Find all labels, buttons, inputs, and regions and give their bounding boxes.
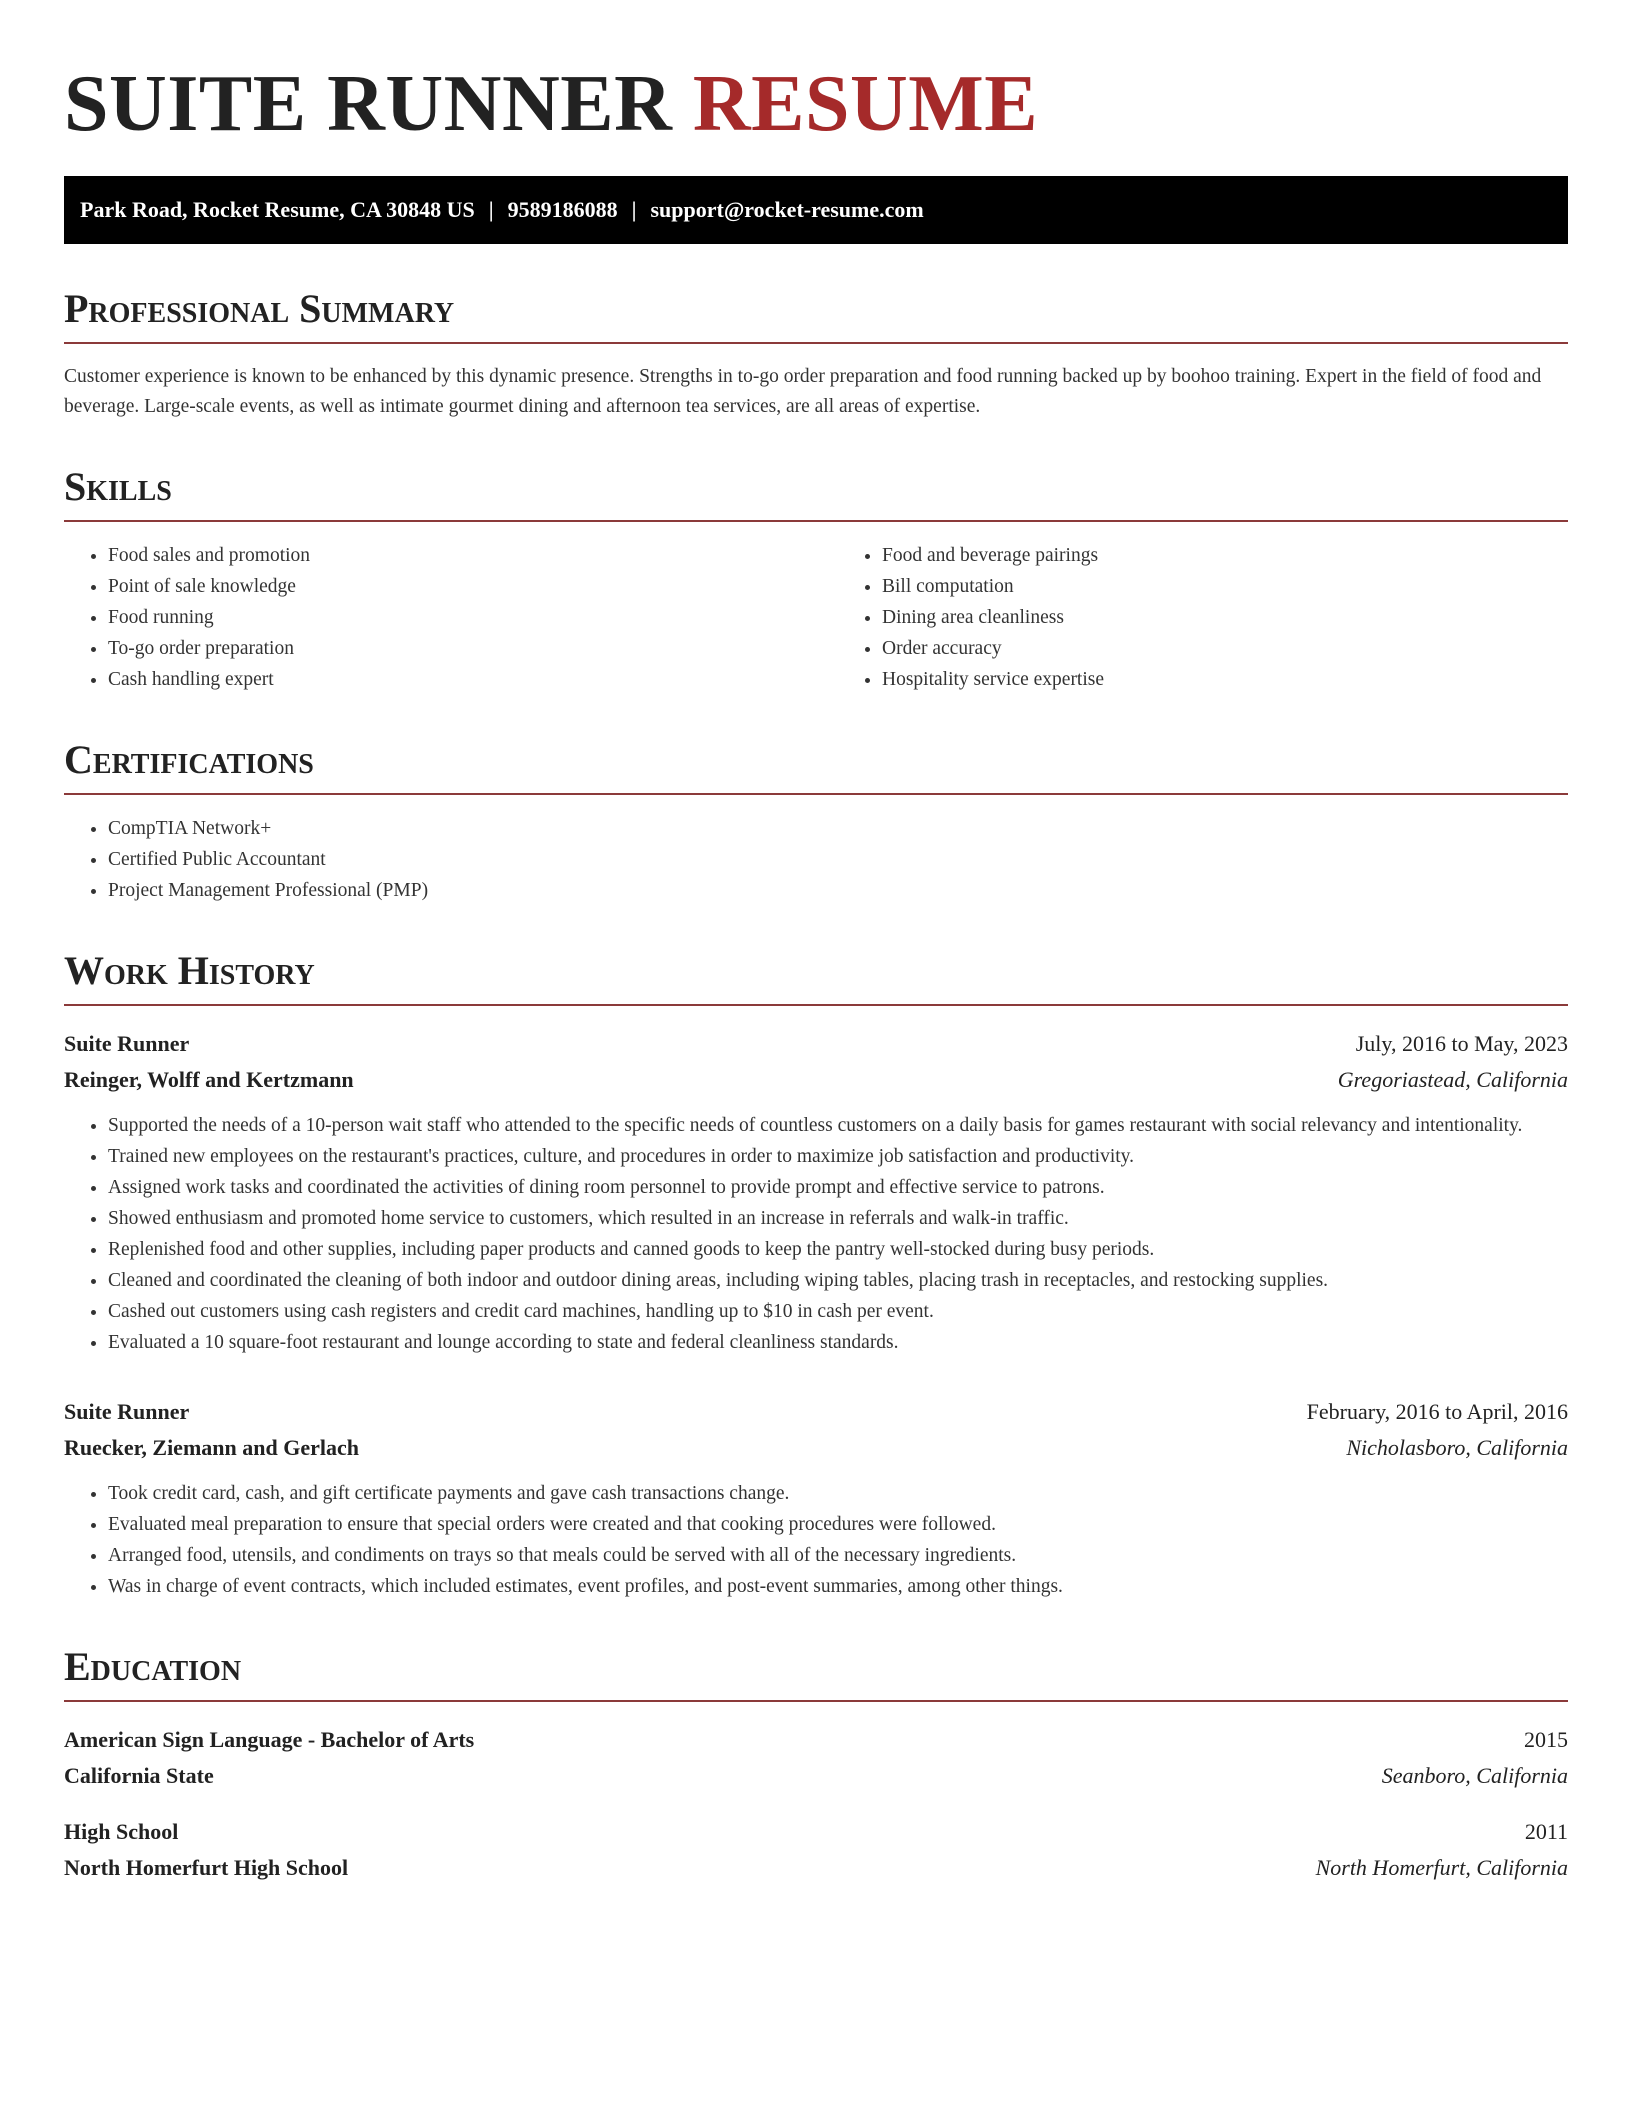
job-company-row (64, 1062, 1568, 1098)
job-bullet: • Supported the needs of a 10-person wait staff who attended to the specific needs of countless customers on a daily basis for games restaurant with social relevancy and intentionality. (108, 1110, 1568, 1141)
job-bullet: • Evaluated meal preparation to ensure that special orders were created and that cooking procedures were followed. (108, 1509, 1568, 1540)
education-degree: High School (64, 1819, 179, 1844)
education-year: 2015 (1524, 1727, 1568, 1752)
job-title: Suite Runner (64, 1031, 190, 1056)
skills-heading: Skills (64, 464, 1568, 522)
education-year: 2011 (1524, 1819, 1568, 1844)
job-title: Suite Runner (64, 1399, 190, 1424)
skill-item: • Dining area cleanliness (882, 602, 1568, 633)
skill-item: • Bill computation (882, 571, 1568, 602)
job-bullet: • Cashed out customers using cash registers and credit card machines, handling up to $10 in cash per event. (108, 1296, 1568, 1327)
skills-columns (64, 522, 1568, 695)
summary-section (64, 286, 1568, 422)
job-company-row (64, 1430, 1568, 1466)
work-history-section (64, 948, 1568, 1602)
education-heading: Education (64, 1644, 1568, 1702)
skill-item: • Point of sale knowledge (108, 571, 794, 602)
job-bullets (64, 1110, 1568, 1358)
education-degree-row (64, 1814, 1568, 1850)
skill-item: • Food and beverage pairings (882, 540, 1568, 571)
job-bullet: • Took credit card, cash, and gift certificate payments and gave cash transactions change. (108, 1478, 1568, 1509)
certification-item: • Certified Public Accountant (108, 844, 1568, 875)
education-location: Seanboro, California (1381, 1763, 1568, 1788)
job-bullet: • Replenished food and other supplies, including paper products and canned goods to keep the pantry well-stocked during busy periods. (108, 1234, 1568, 1265)
job-title-row (64, 1394, 1568, 1430)
job-bullet: • Trained new employees on the restaurant's practices, culture, and procedures in order to maximize job satisfaction and productivity. (108, 1141, 1568, 1172)
job-bullet: • Cleaned and coordinated the cleaning of both indoor and outdoor dining areas, including wiping tables, placing trash in receptacles, and restocking supplies. (108, 1265, 1568, 1296)
job-dates: July, 2016 to May, 2023 (1355, 1031, 1568, 1056)
skills-list-right (838, 540, 1568, 695)
education-school-row (64, 1758, 1568, 1794)
certifications-section (64, 737, 1568, 906)
education-school: North Homerfurt High School (64, 1855, 349, 1880)
education-degree: American Sign Language - Bachelor of Arts (64, 1727, 475, 1752)
education-location: North Homerfurt, California (1315, 1855, 1568, 1880)
job-company: Ruecker, Ziemann and Gerlach (64, 1435, 359, 1460)
summary-heading: Professional Summary (64, 286, 1568, 344)
contact-phone: 9589186088 (507, 197, 618, 222)
skill-item: • Food sales and promotion (108, 540, 794, 571)
work-history-heading: Work History (64, 948, 1568, 1006)
job-bullet: • Was in charge of event contracts, which included estimates, event profiles, and post-event summaries, among other things. (108, 1571, 1568, 1602)
contact-bar (64, 176, 1568, 244)
title-main: SUITE RUNNER (64, 60, 673, 148)
job-entry (64, 1026, 1568, 1358)
contact-email: support@rocket-resume.com (650, 197, 924, 222)
job-location: Nicholasboro, California (1346, 1435, 1568, 1460)
job-title-row (64, 1026, 1568, 1062)
certification-item: • CompTIA Network+ (108, 813, 1568, 844)
education-entry (64, 1722, 1568, 1794)
contact-separator: | (631, 197, 637, 222)
certifications-list (64, 813, 1568, 906)
job-company: Reinger, Wolff and Kertzmann (64, 1067, 354, 1092)
title-accent: RESUME (692, 60, 1039, 148)
contact-address: Park Road, Rocket Resume, CA 30848 US (80, 197, 475, 222)
job-bullet: • Showed enthusiasm and promoted home service to customers, which resulted in an increase in referrals and walk-in traffic. (108, 1203, 1568, 1234)
education-entry (64, 1814, 1568, 1886)
job-bullet: • Evaluated a 10 square-foot restaurant and lounge according to state and federal cleanliness standards. (108, 1327, 1568, 1358)
skills-section (64, 464, 1568, 695)
skill-item: • To-go order preparation (108, 633, 794, 664)
summary-text: Customer experience is known to be enhanced by this dynamic presence. Strengths in to-go order preparation and food running backed up by boohoo training. Expert in the field of food and beverage. Large-scale events, as well as intimate gourmet dining and afternoon tea services, are all areas of expertise. (64, 366, 1542, 417)
skill-item: • Food running (108, 602, 794, 633)
job-entry (64, 1394, 1568, 1602)
job-location: Gregoriastead, California (1337, 1067, 1568, 1092)
education-school: California State (64, 1763, 214, 1788)
certification-item: • Project Management Professional (PMP) (108, 875, 1568, 906)
job-bullet: • Arranged food, utensils, and condiments on trays so that meals could be served with all of the necessary ingredients. (108, 1540, 1568, 1571)
education-section (64, 1644, 1568, 1886)
skill-item: • Hospitality service expertise (882, 664, 1568, 695)
resume-page (64, 56, 1568, 1886)
certifications-heading: Certifications (64, 737, 1568, 795)
job-dates: February, 2016 to April, 2016 (1306, 1399, 1568, 1424)
contact-separator: | (488, 197, 494, 222)
education-degree-row (64, 1722, 1568, 1758)
job-bullet: • Assigned work tasks and coordinated the activities of dining room personnel to provide prompt and effective service to patrons. (108, 1172, 1568, 1203)
job-bullets (64, 1478, 1568, 1602)
education-school-row (64, 1850, 1568, 1886)
resume-title (64, 56, 1568, 152)
skill-item: • Cash handling expert (108, 664, 794, 695)
skill-item: • Order accuracy (882, 633, 1568, 664)
skills-list-left (64, 540, 794, 695)
